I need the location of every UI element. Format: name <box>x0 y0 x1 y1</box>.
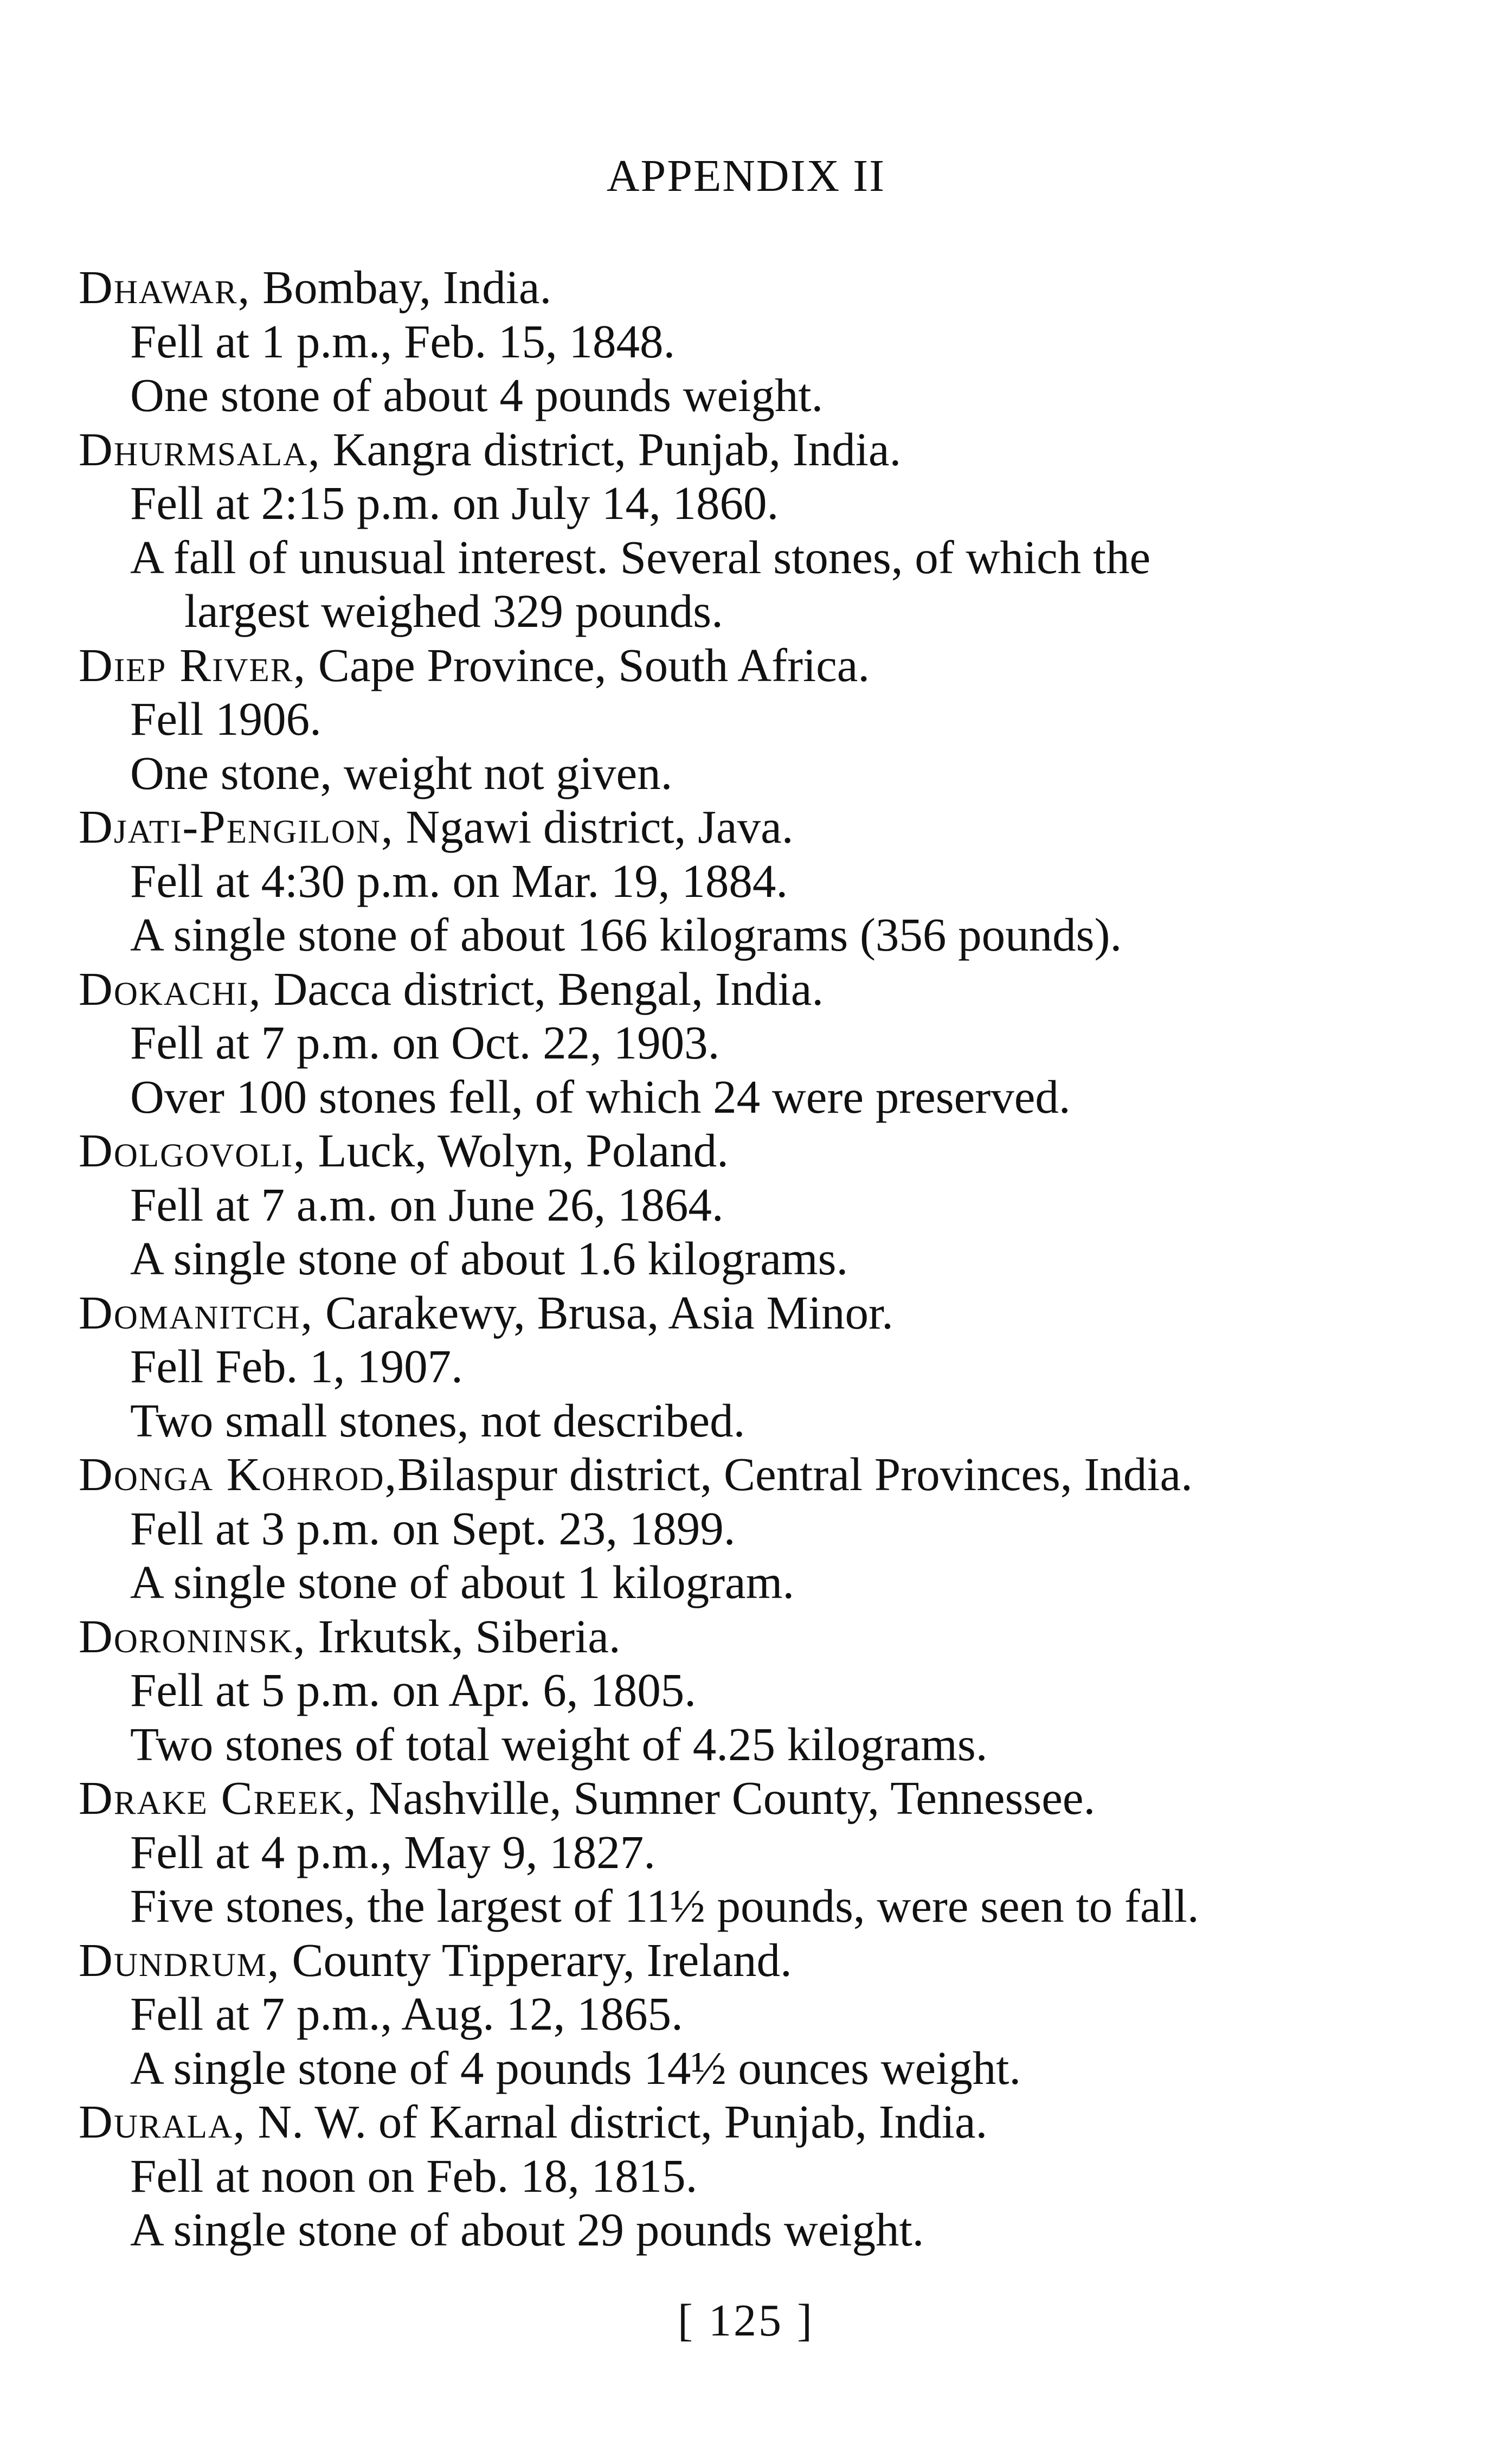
meteorite-name: Durala, <box>79 2095 246 2148</box>
fall-date-line: Fell at 5 p.m. on Apr. 6, 1805. <box>130 1664 696 1716</box>
fall-date-line: Fell at 4:30 p.m. on Mar. 19, 1884. <box>130 854 788 907</box>
fall-date-line: Fell Feb. 1, 1907. <box>130 1340 463 1393</box>
meteorite-name: Donga Kohrod, <box>79 1448 398 1500</box>
meteorite-name: Drake Creek, <box>79 1772 357 1824</box>
page-heading: APPENDIX II <box>606 151 886 201</box>
meteorite-entry <box>79 1609 1423 1772</box>
page-number: [ 125 ] <box>678 2295 814 2346</box>
description-line: A single stone of about 29 pounds weight. <box>130 2203 924 2256</box>
description-line: Two small stones, not described. <box>130 1394 745 1447</box>
description-line: Over 100 stones fell, of which 24 were preserved. <box>130 1070 1071 1123</box>
fall-date-line: Fell at 3 p.m. on Sept. 23, 1899. <box>130 1502 736 1555</box>
meteorite-location: County Tipperary, Ireland. <box>280 1933 792 1986</box>
meteorite-entry <box>79 260 1423 422</box>
entry-place-line <box>79 962 1423 1016</box>
description-line: One stone, weight not given. <box>130 746 673 799</box>
meteorite-entry <box>79 1447 1423 1609</box>
description-line: One stone of about 4 pounds weight. <box>130 369 824 421</box>
description-line: largest weighed 329 pounds. <box>184 585 723 637</box>
meteorite-entry <box>79 1933 1423 2095</box>
description-line: A single stone of about 1 kilogram. <box>130 1556 795 1608</box>
fall-date-line: Fell at 7 a.m. on June 26, 1864. <box>130 1178 724 1231</box>
description-line: Two stones of total weight of 4.25 kilograms. <box>130 1717 988 1770</box>
meteorite-location: Dacca district, Bengal, India. <box>261 962 824 1015</box>
meteorite-entry <box>79 1124 1423 1286</box>
meteorite-list <box>79 260 1423 2257</box>
meteorite-location: Luck, Wolyn, Poland. <box>306 1124 729 1177</box>
entry-place-line <box>79 1286 1423 1340</box>
entry-place-line <box>79 1124 1423 1178</box>
meteorite-location: Nashville, Sumner County, Tennessee. <box>357 1772 1096 1824</box>
entry-place-line <box>79 1609 1423 1664</box>
fall-date-line: Fell 1906. <box>130 692 321 745</box>
meteorite-name: Djati-Pengilon, <box>79 800 394 853</box>
meteorite-name: Dhurmsala, <box>79 422 321 476</box>
description-line: A single stone of about 166 kilograms (356 pounds). <box>130 908 1122 961</box>
meteorite-location: Irkutsk, Siberia. <box>306 1609 621 1663</box>
entry-place-line <box>79 422 1423 477</box>
description-line: A single stone of about 1.6 kilograms. <box>130 1232 848 1285</box>
meteorite-name: Diep River, <box>79 638 307 691</box>
meteorite-name: Doroninsk, <box>79 1609 306 1663</box>
entry-place-line <box>79 1771 1423 1825</box>
meteorite-entry <box>79 800 1423 962</box>
fall-date-line: Fell at 1 p.m., Feb. 15, 1848. <box>130 315 676 368</box>
meteorite-name: Dundrum, <box>79 1933 280 1986</box>
meteorite-location: N. W. of Karnal district, Punjab, India. <box>246 2095 988 2148</box>
entry-place-line <box>79 1447 1423 1502</box>
meteorite-entry <box>79 1771 1423 1933</box>
meteorite-location: Bilaspur district, Central Provinces, India. <box>397 1448 1193 1500</box>
meteorite-entry <box>79 962 1423 1124</box>
fall-date-line: Fell at 7 p.m., Aug. 12, 1865. <box>130 1987 683 2040</box>
meteorite-name: Dokachi, <box>79 962 262 1015</box>
meteorite-entry <box>79 422 1423 638</box>
meteorite-entry <box>79 2095 1423 2257</box>
meteorite-name: Dhawar, <box>79 261 251 313</box>
entry-place-line <box>79 260 1423 315</box>
meteorite-location: Carakewy, Brusa, Asia Minor. <box>313 1286 893 1339</box>
fall-date-line: Fell at noon on Feb. 18, 1815. <box>130 2149 698 2202</box>
entry-place-line <box>79 800 1423 854</box>
fall-date-line: Fell at 2:15 p.m. on July 14, 1860. <box>130 477 779 529</box>
entry-place-line <box>79 1933 1423 1987</box>
meteorite-location: Cape Province, South Africa. <box>306 638 870 691</box>
description-line: A fall of unusual interest. Several stones, of which the <box>130 530 1151 583</box>
description-line: A single stone of 4 pounds 14½ ounces weight. <box>130 2041 1021 2094</box>
meteorite-location: Ngawi district, Java. <box>394 800 794 853</box>
entry-place-line <box>79 638 1423 692</box>
fall-date-line: Fell at 7 p.m. on Oct. 22, 1903. <box>130 1016 720 1069</box>
meteorite-name: Domanitch, <box>79 1286 314 1339</box>
meteorite-entry <box>79 638 1423 800</box>
meteorite-name: Dolgovoli, <box>79 1124 306 1177</box>
meteorite-entry <box>79 1286 1423 1448</box>
description-line: Five stones, the largest of 11½ pounds, were seen to fall. <box>130 1879 1199 1932</box>
meteorite-location: Bombay, India. <box>250 261 552 313</box>
fall-date-line: Fell at 4 p.m., May 9, 1827. <box>130 1825 656 1878</box>
meteorite-location: Kangra district, Punjab, India. <box>320 422 902 476</box>
entry-place-line <box>79 2095 1423 2149</box>
